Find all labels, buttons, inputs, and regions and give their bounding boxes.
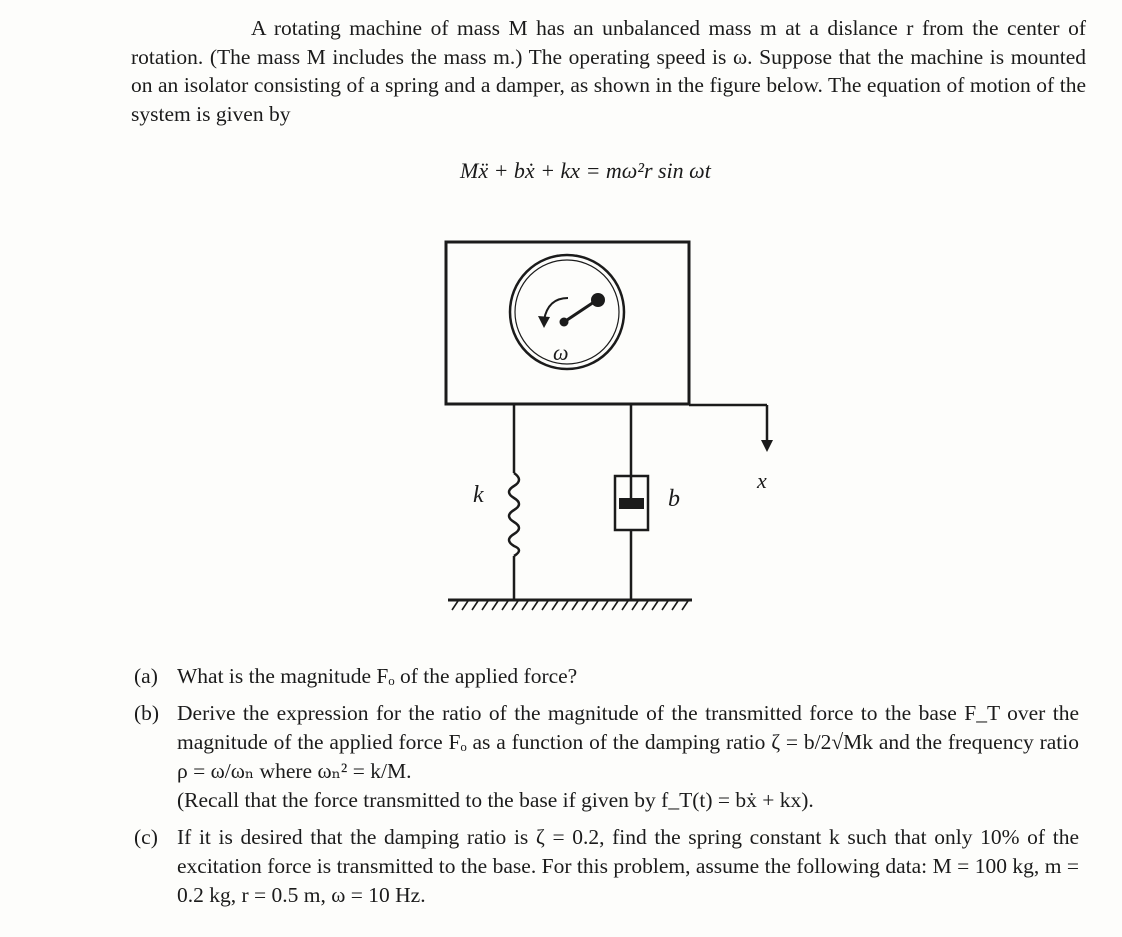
unbalanced-mass (591, 293, 605, 307)
ground-hatching (452, 601, 688, 610)
question-a-label: (a) (134, 664, 158, 688)
question-list (134, 662, 1079, 918)
question-b-label: (b) (134, 701, 160, 725)
question-b (134, 699, 1079, 815)
omega-label: ω (553, 340, 569, 365)
displacement-arrowhead-icon (761, 440, 773, 452)
damper-label: b (668, 486, 680, 512)
question-b-text: Derive the expression for the ratio of the magnitude of the transmitted force to the base F_T over the magnitude of the applied force Fₒ as a function of the damping ratio ζ = b/2√Mk and the frequency ratio ρ = ω/ωₙ where ωₙ² = k/M. (177, 701, 1079, 783)
equation-of-motion: Mẍ + bẋ + kx = mω²r sin ωt (460, 158, 711, 183)
question-a (134, 662, 1079, 691)
spring (509, 473, 519, 556)
question-c-label: (c) (134, 825, 158, 849)
question-c-text: If it is desired that the damping ratio is ζ = 0.2, find the spring constant k such that only 10% of the excitation force is transmitted to the base. For this problem, assume the following data: M = 100 kg, m = 0.2 kg, r = 0.5 m, ω = 10 Hz. (177, 825, 1079, 907)
question-b-recall: (Recall that the force transmitted to the base if given by f_T(t) = bẋ + kx). (177, 788, 814, 812)
damper-piston (619, 498, 644, 509)
intro-paragraph: A rotating machine of mass M has an unbalanced mass m at a dislance r from the center of rotation. (The mass M includes the mass m.) The operating speed is ω. Suppose that the machine is mounted on an isolator consisting of a spring and a damper, as shown in the figure below. The equation of motion of the system is given by (131, 16, 1086, 126)
spring-label: k (473, 482, 484, 508)
rotation-arrow-icon (544, 298, 568, 320)
displacement-label: x (757, 468, 767, 493)
machine-isolator-figure (430, 230, 810, 630)
question-a-text: What is the magnitude Fₒ of the applied force? (177, 664, 578, 688)
rotation-arrowhead-icon (538, 316, 550, 328)
question-c (134, 823, 1079, 910)
rotor-hub (560, 318, 569, 327)
